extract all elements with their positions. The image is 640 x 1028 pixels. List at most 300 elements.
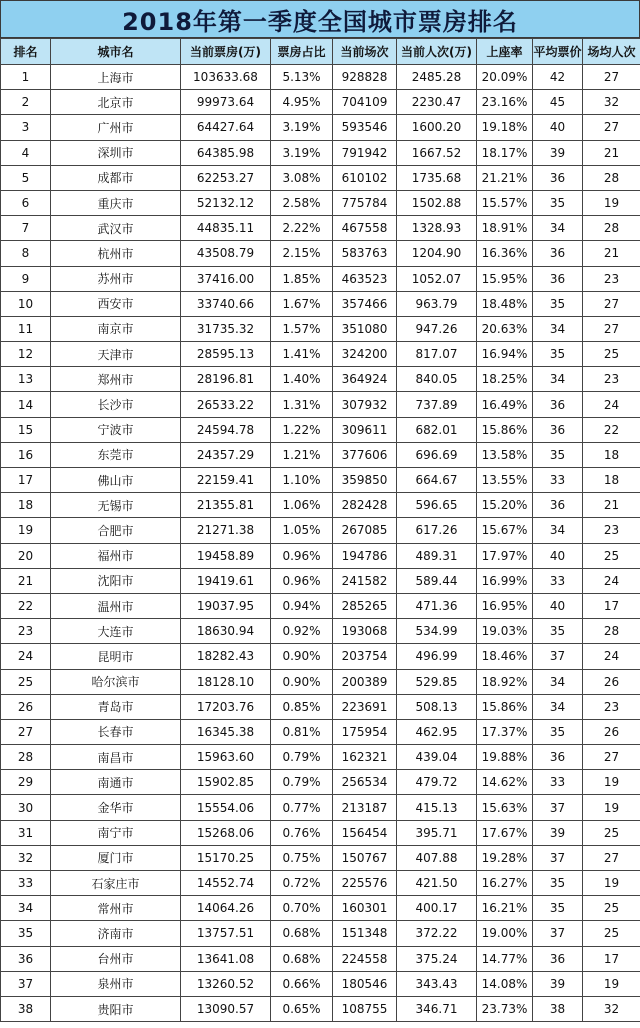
cell-admissions: 471.36 (397, 593, 477, 618)
cell-share: 1.85% (271, 266, 333, 291)
table-row (1, 795, 640, 820)
cell-avg-price: 39 (533, 971, 583, 996)
cell-sessions: 791942 (333, 140, 397, 165)
cell-share: 1.10% (271, 468, 333, 493)
cell-box-office: 24357.29 (181, 442, 271, 467)
cell-rank: 25 (1, 669, 51, 694)
table-row (1, 468, 640, 493)
cell-avg-per-session: 21 (583, 241, 640, 266)
sheet-title: 2018年第一季度全国城市票房排名 (0, 0, 640, 38)
cell-share: 0.77% (271, 795, 333, 820)
cell-share: 1.40% (271, 367, 333, 392)
column-header-avg-per-session: 场均人次 (583, 39, 640, 65)
cell-share: 0.94% (271, 593, 333, 618)
cell-avg-price: 35 (533, 871, 583, 896)
cell-admissions: 415.13 (397, 795, 477, 820)
cell-share: 0.65% (271, 996, 333, 1021)
cell-admissions: 508.13 (397, 694, 477, 719)
cell-rank: 14 (1, 392, 51, 417)
column-header-sessions: 当前场次 (333, 39, 397, 65)
cell-box-office: 18630.94 (181, 619, 271, 644)
cell-avg-price: 34 (533, 669, 583, 694)
cell-admissions: 479.72 (397, 770, 477, 795)
cell-city: 大连市 (51, 619, 181, 644)
cell-avg-price: 34 (533, 216, 583, 241)
table-row (1, 90, 640, 115)
cell-avg-price: 37 (533, 921, 583, 946)
cell-avg-price: 35 (533, 342, 583, 367)
cell-sessions: 364924 (333, 367, 397, 392)
cell-occupancy: 23.73% (477, 996, 533, 1021)
cell-admissions: 395.71 (397, 820, 477, 845)
cell-city: 泉州市 (51, 971, 181, 996)
cell-box-office: 18128.10 (181, 669, 271, 694)
table-row (1, 140, 640, 165)
table-row (1, 241, 640, 266)
cell-sessions: 193068 (333, 619, 397, 644)
cell-city: 南昌市 (51, 745, 181, 770)
cell-city: 西安市 (51, 291, 181, 316)
cell-occupancy: 18.25% (477, 367, 533, 392)
cell-rank: 11 (1, 316, 51, 341)
cell-sessions: 377606 (333, 442, 397, 467)
cell-avg-price: 33 (533, 770, 583, 795)
cell-box-office: 13260.52 (181, 971, 271, 996)
cell-occupancy: 13.55% (477, 468, 533, 493)
table-row (1, 593, 640, 618)
cell-avg-per-session: 27 (583, 745, 640, 770)
cell-avg-per-session: 19 (583, 770, 640, 795)
cell-occupancy: 21.21% (477, 165, 533, 190)
cell-box-office: 103633.68 (181, 65, 271, 90)
cell-avg-price: 35 (533, 719, 583, 744)
table-row (1, 568, 640, 593)
cell-share: 0.85% (271, 694, 333, 719)
cell-occupancy: 23.16% (477, 90, 533, 115)
table-row (1, 392, 640, 417)
cell-share: 0.90% (271, 669, 333, 694)
cell-occupancy: 19.88% (477, 745, 533, 770)
cell-admissions: 1667.52 (397, 140, 477, 165)
cell-rank: 4 (1, 140, 51, 165)
cell-rank: 7 (1, 216, 51, 241)
header-row (1, 39, 640, 65)
table-row (1, 820, 640, 845)
cell-city: 天津市 (51, 342, 181, 367)
cell-city: 南通市 (51, 770, 181, 795)
cell-sessions: 610102 (333, 165, 397, 190)
cell-admissions: 372.22 (397, 921, 477, 946)
cell-box-office: 15554.06 (181, 795, 271, 820)
cell-avg-per-session: 25 (583, 820, 640, 845)
table-row (1, 543, 640, 568)
cell-share: 1.57% (271, 316, 333, 341)
cell-occupancy: 14.62% (477, 770, 533, 795)
cell-admissions: 682.01 (397, 417, 477, 442)
cell-sessions: 359850 (333, 468, 397, 493)
cell-share: 1.06% (271, 493, 333, 518)
cell-box-office: 24594.78 (181, 417, 271, 442)
cell-sessions: 282428 (333, 493, 397, 518)
table-row (1, 442, 640, 467)
cell-avg-price: 34 (533, 694, 583, 719)
column-header-admissions: 当前人次(万) (397, 39, 477, 65)
table-row (1, 845, 640, 870)
cell-city: 郑州市 (51, 367, 181, 392)
cell-box-office: 21355.81 (181, 493, 271, 518)
table-row (1, 669, 640, 694)
cell-rank: 16 (1, 442, 51, 467)
cell-box-office: 14064.26 (181, 896, 271, 921)
cell-avg-per-session: 25 (583, 896, 640, 921)
cell-avg-price: 36 (533, 417, 583, 442)
cell-rank: 32 (1, 845, 51, 870)
cell-avg-price: 33 (533, 568, 583, 593)
cell-avg-per-session: 27 (583, 115, 640, 140)
cell-sessions: 467558 (333, 216, 397, 241)
cell-admissions: 737.89 (397, 392, 477, 417)
cell-avg-per-session: 23 (583, 266, 640, 291)
cell-avg-price: 42 (533, 65, 583, 90)
cell-city: 厦门市 (51, 845, 181, 870)
cell-rank: 22 (1, 593, 51, 618)
cell-occupancy: 15.20% (477, 493, 533, 518)
cell-avg-price: 36 (533, 241, 583, 266)
cell-admissions: 400.17 (397, 896, 477, 921)
cell-share: 0.68% (271, 946, 333, 971)
cell-box-office: 19037.95 (181, 593, 271, 618)
cell-sessions: 200389 (333, 669, 397, 694)
cell-box-office: 19419.61 (181, 568, 271, 593)
cell-rank: 26 (1, 694, 51, 719)
table-row (1, 115, 640, 140)
cell-share: 3.19% (271, 115, 333, 140)
cell-avg-price: 35 (533, 619, 583, 644)
cell-occupancy: 18.48% (477, 291, 533, 316)
cell-occupancy: 14.77% (477, 946, 533, 971)
cell-share: 2.58% (271, 190, 333, 215)
cell-occupancy: 16.99% (477, 568, 533, 593)
cell-city: 台州市 (51, 946, 181, 971)
table-row (1, 367, 640, 392)
cell-share: 4.95% (271, 90, 333, 115)
column-header-rank: 排名 (1, 39, 51, 65)
cell-avg-per-session: 27 (583, 316, 640, 341)
cell-city: 青岛市 (51, 694, 181, 719)
cell-rank: 5 (1, 165, 51, 190)
cell-city: 北京市 (51, 90, 181, 115)
cell-avg-per-session: 19 (583, 871, 640, 896)
cell-occupancy: 20.09% (477, 65, 533, 90)
cell-avg-per-session: 23 (583, 367, 640, 392)
cell-sessions: 267085 (333, 518, 397, 543)
cell-occupancy: 17.97% (477, 543, 533, 568)
cell-city: 长沙市 (51, 392, 181, 417)
cell-box-office: 15170.25 (181, 845, 271, 870)
cell-sessions: 160301 (333, 896, 397, 921)
cell-avg-price: 40 (533, 593, 583, 618)
cell-avg-per-session: 24 (583, 644, 640, 669)
cell-admissions: 375.24 (397, 946, 477, 971)
table-row (1, 996, 640, 1021)
table-row (1, 871, 640, 896)
table-row (1, 946, 640, 971)
cell-admissions: 696.69 (397, 442, 477, 467)
cell-avg-per-session: 28 (583, 216, 640, 241)
table-row (1, 417, 640, 442)
cell-rank: 21 (1, 568, 51, 593)
cell-avg-per-session: 17 (583, 593, 640, 618)
cell-occupancy: 14.08% (477, 971, 533, 996)
cell-sessions: 162321 (333, 745, 397, 770)
cell-sessions: 583763 (333, 241, 397, 266)
cell-share: 1.41% (271, 342, 333, 367)
table-row (1, 165, 640, 190)
table-row (1, 216, 640, 241)
table-body (1, 65, 640, 1022)
cell-city: 佛山市 (51, 468, 181, 493)
cell-rank: 37 (1, 971, 51, 996)
cell-avg-per-session: 21 (583, 140, 640, 165)
cell-occupancy: 15.57% (477, 190, 533, 215)
cell-avg-per-session: 18 (583, 442, 640, 467)
cell-rank: 19 (1, 518, 51, 543)
cell-avg-per-session: 26 (583, 669, 640, 694)
cell-admissions: 1328.93 (397, 216, 477, 241)
cell-box-office: 21271.38 (181, 518, 271, 543)
cell-city: 常州市 (51, 896, 181, 921)
cell-occupancy: 18.91% (477, 216, 533, 241)
cell-share: 2.22% (271, 216, 333, 241)
cell-sessions: 194786 (333, 543, 397, 568)
cell-rank: 8 (1, 241, 51, 266)
cell-box-office: 31735.32 (181, 316, 271, 341)
cell-avg-price: 37 (533, 795, 583, 820)
cell-share: 0.96% (271, 568, 333, 593)
cell-rank: 38 (1, 996, 51, 1021)
table-row (1, 971, 640, 996)
cell-rank: 31 (1, 820, 51, 845)
cell-box-office: 99973.64 (181, 90, 271, 115)
ranking-table (0, 38, 640, 1022)
cell-share: 1.05% (271, 518, 333, 543)
cell-rank: 2 (1, 90, 51, 115)
table-row (1, 518, 640, 543)
cell-occupancy: 15.86% (477, 694, 533, 719)
cell-sessions: 151348 (333, 921, 397, 946)
cell-occupancy: 16.27% (477, 871, 533, 896)
cell-rank: 23 (1, 619, 51, 644)
cell-admissions: 421.50 (397, 871, 477, 896)
cell-box-office: 28595.13 (181, 342, 271, 367)
cell-sessions: 928828 (333, 65, 397, 90)
cell-city: 哈尔滨市 (51, 669, 181, 694)
cell-avg-price: 39 (533, 820, 583, 845)
cell-avg-per-session: 22 (583, 417, 640, 442)
cell-sessions: 704109 (333, 90, 397, 115)
cell-avg-price: 36 (533, 266, 583, 291)
cell-rank: 24 (1, 644, 51, 669)
table-row (1, 342, 640, 367)
cell-occupancy: 19.18% (477, 115, 533, 140)
cell-city: 无锡市 (51, 493, 181, 518)
cell-sessions: 775784 (333, 190, 397, 215)
cell-city: 金华市 (51, 795, 181, 820)
cell-admissions: 346.71 (397, 996, 477, 1021)
cell-avg-price: 40 (533, 543, 583, 568)
table-row (1, 921, 640, 946)
cell-avg-price: 35 (533, 190, 583, 215)
cell-occupancy: 15.67% (477, 518, 533, 543)
cell-share: 0.90% (271, 644, 333, 669)
table-row (1, 266, 640, 291)
cell-occupancy: 18.17% (477, 140, 533, 165)
cell-occupancy: 16.95% (477, 593, 533, 618)
cell-sessions: 180546 (333, 971, 397, 996)
cell-city: 武汉市 (51, 216, 181, 241)
cell-admissions: 2230.47 (397, 90, 477, 115)
table-row (1, 694, 640, 719)
cell-rank: 20 (1, 543, 51, 568)
cell-rank: 1 (1, 65, 51, 90)
cell-avg-price: 35 (533, 291, 583, 316)
cell-box-office: 22159.41 (181, 468, 271, 493)
column-header-occupancy: 上座率 (477, 39, 533, 65)
cell-avg-price: 36 (533, 493, 583, 518)
cell-avg-per-session: 27 (583, 291, 640, 316)
cell-avg-price: 34 (533, 316, 583, 341)
cell-rank: 34 (1, 896, 51, 921)
cell-admissions: 462.95 (397, 719, 477, 744)
cell-occupancy: 13.58% (477, 442, 533, 467)
cell-avg-per-session: 19 (583, 190, 640, 215)
cell-avg-per-session: 21 (583, 493, 640, 518)
cell-box-office: 28196.81 (181, 367, 271, 392)
cell-avg-per-session: 25 (583, 921, 640, 946)
cell-avg-price: 34 (533, 367, 583, 392)
cell-city: 成都市 (51, 165, 181, 190)
cell-occupancy: 15.86% (477, 417, 533, 442)
cell-share: 0.70% (271, 896, 333, 921)
cell-avg-per-session: 24 (583, 568, 640, 593)
cell-rank: 28 (1, 745, 51, 770)
cell-admissions: 817.07 (397, 342, 477, 367)
cell-admissions: 1052.07 (397, 266, 477, 291)
cell-city: 长春市 (51, 719, 181, 744)
cell-sessions: 463523 (333, 266, 397, 291)
column-header-avg-price: 平均票价 (533, 39, 583, 65)
cell-admissions: 840.05 (397, 367, 477, 392)
cell-admissions: 343.43 (397, 971, 477, 996)
cell-admissions: 664.67 (397, 468, 477, 493)
table-row (1, 291, 640, 316)
cell-avg-price: 34 (533, 518, 583, 543)
cell-avg-per-session: 28 (583, 619, 640, 644)
cell-avg-price: 36 (533, 745, 583, 770)
cell-admissions: 407.88 (397, 845, 477, 870)
cell-share: 0.79% (271, 745, 333, 770)
cell-rank: 10 (1, 291, 51, 316)
cell-box-office: 13090.57 (181, 996, 271, 1021)
cell-box-office: 26533.22 (181, 392, 271, 417)
cell-box-office: 62253.27 (181, 165, 271, 190)
cell-occupancy: 17.37% (477, 719, 533, 744)
cell-city: 福州市 (51, 543, 181, 568)
cell-share: 3.19% (271, 140, 333, 165)
cell-city: 宁波市 (51, 417, 181, 442)
cell-admissions: 617.26 (397, 518, 477, 543)
cell-avg-per-session: 27 (583, 845, 640, 870)
cell-avg-per-session: 23 (583, 518, 640, 543)
cell-box-office: 14552.74 (181, 871, 271, 896)
cell-box-office: 16345.38 (181, 719, 271, 744)
cell-city: 东莞市 (51, 442, 181, 467)
cell-avg-per-session: 17 (583, 946, 640, 971)
cell-share: 0.96% (271, 543, 333, 568)
cell-sessions: 108755 (333, 996, 397, 1021)
cell-city: 南京市 (51, 316, 181, 341)
cell-sessions: 309611 (333, 417, 397, 442)
cell-city: 杭州市 (51, 241, 181, 266)
column-header-box-office: 当前票房(万) (181, 39, 271, 65)
cell-avg-per-session: 26 (583, 719, 640, 744)
cell-avg-per-session: 25 (583, 543, 640, 568)
cell-share: 1.22% (271, 417, 333, 442)
cell-rank: 18 (1, 493, 51, 518)
cell-rank: 27 (1, 719, 51, 744)
cell-city: 温州市 (51, 593, 181, 618)
cell-city: 广州市 (51, 115, 181, 140)
cell-sessions: 593546 (333, 115, 397, 140)
cell-share: 0.81% (271, 719, 333, 744)
cell-city: 昆明市 (51, 644, 181, 669)
cell-share: 2.15% (271, 241, 333, 266)
cell-avg-price: 39 (533, 140, 583, 165)
table-row (1, 493, 640, 518)
cell-sessions: 307932 (333, 392, 397, 417)
cell-box-office: 13641.08 (181, 946, 271, 971)
table-row (1, 316, 640, 341)
cell-rank: 9 (1, 266, 51, 291)
table-row (1, 745, 640, 770)
cell-sessions: 225576 (333, 871, 397, 896)
cell-avg-price: 36 (533, 946, 583, 971)
cell-avg-per-session: 28 (583, 165, 640, 190)
cell-sessions: 150767 (333, 845, 397, 870)
cell-city: 沈阳市 (51, 568, 181, 593)
table-row (1, 896, 640, 921)
cell-avg-price: 35 (533, 896, 583, 921)
cell-sessions: 175954 (333, 719, 397, 744)
cell-avg-price: 33 (533, 468, 583, 493)
cell-occupancy: 18.46% (477, 644, 533, 669)
cell-admissions: 489.31 (397, 543, 477, 568)
cell-box-office: 33740.66 (181, 291, 271, 316)
cell-occupancy: 16.49% (477, 392, 533, 417)
cell-share: 3.08% (271, 165, 333, 190)
cell-box-office: 18282.43 (181, 644, 271, 669)
cell-box-office: 64427.64 (181, 115, 271, 140)
cell-sessions: 351080 (333, 316, 397, 341)
cell-occupancy: 17.67% (477, 820, 533, 845)
cell-admissions: 496.99 (397, 644, 477, 669)
cell-rank: 13 (1, 367, 51, 392)
cell-rank: 36 (1, 946, 51, 971)
cell-city: 深圳市 (51, 140, 181, 165)
cell-sessions: 285265 (333, 593, 397, 618)
cell-admissions: 1600.20 (397, 115, 477, 140)
cell-admissions: 534.99 (397, 619, 477, 644)
